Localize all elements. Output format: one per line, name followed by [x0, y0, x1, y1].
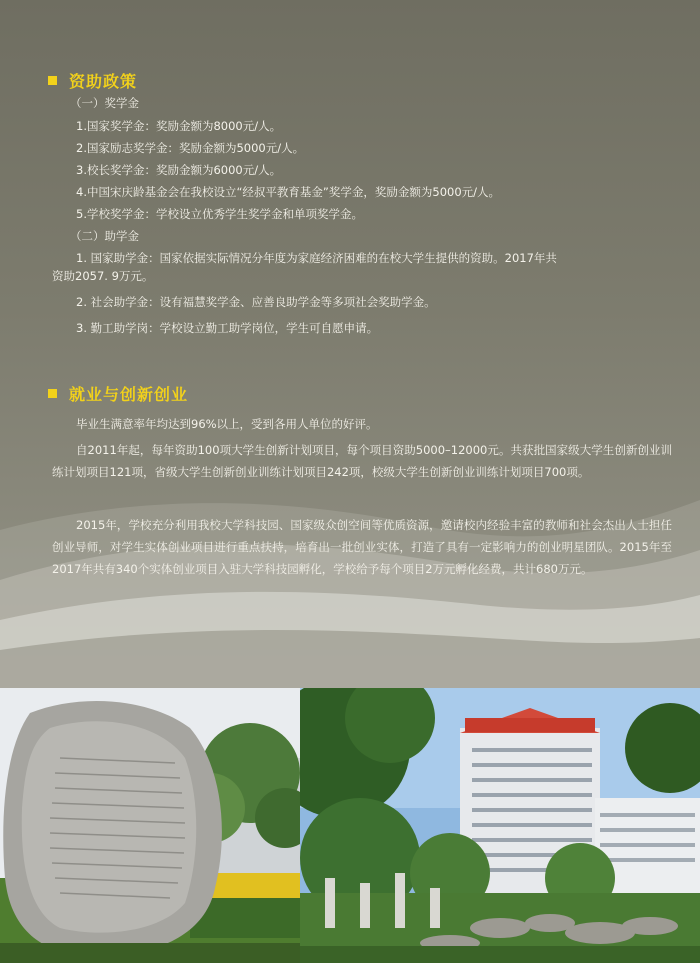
- engraved-stone-image: [0, 688, 300, 963]
- employment-para-2: 自2011年起，每年资助100项大学生创新计划项目，每个项目资助5000–12000元。共获批国家级大学生创新创业训练计划项目121项，省级大学生创新创业训练计划项目242项，校级大学生创新创业训练计划项目700项。: [52, 443, 672, 479]
- scholarship-item-1: 1.国家奖学金：奖励金额为8000元/人。: [76, 119, 282, 133]
- section-title-employment-text: 就业与创新创业: [69, 385, 189, 404]
- square-bullet-icon: [48, 389, 57, 398]
- scholarship-item-4: 4.中国宋庆龄基金会在我校设立“经叔平教育基金”奖学金，奖励金额为5000元/人。: [76, 185, 501, 199]
- grant-item-3: 3. 勤工助学岗：学校设立勤工助学岗位，学生可自愿申请。: [76, 321, 379, 335]
- section-title-funding: [48, 69, 137, 92]
- photo-campus-building: [300, 688, 700, 963]
- photo-strip: [0, 688, 700, 963]
- grant-item-2: 2. 社会助学金：设有福慧奖学金、应善良助学金等多项社会奖助学金。: [76, 295, 436, 309]
- campus-building-image: [300, 688, 700, 963]
- square-bullet-icon: [48, 76, 57, 85]
- subheading-scholarship: （一）奖学金: [70, 96, 139, 110]
- scholarship-item-3: 3.校长奖学金：奖励金额为6000元/人。: [76, 163, 282, 177]
- grant-item-1: 1. 国家助学金：国家依据实际情况分年度为家庭经济困难的在校大学生提供的资助。2017年共: [76, 251, 557, 265]
- scholarship-item-2: 2.国家励志奖学金：奖励金额为5000元/人。: [76, 141, 305, 155]
- photo-engraved-stone: [0, 688, 300, 963]
- section-title-employment: [48, 382, 188, 405]
- section-title-funding-text: 资助政策: [69, 72, 138, 91]
- grant-item-1-cont: 资助2057. 9万元。: [52, 269, 154, 283]
- scholarship-item-5: 5.学校奖学金：学校设立优秀学生奖学金和单项奖学金。: [76, 207, 363, 221]
- subheading-grant: （二）助学金: [70, 229, 139, 243]
- employment-para-1: 毕业生满意率年均达到96%以上，受到各用人单位的好评。: [76, 417, 378, 431]
- employment-para-3: 2015年，学校充分利用我校大学科技园、国家级众创空间等优质资源，邀请校内经验丰富的教师和社会杰出人士担任创业导师，对学生实体创业项目进行重点扶持，培育出一批创业实体，打造了具有一定影响力的创业明星团队。2015年至2017年共有340个实体创业项目入驻大学科技园孵化，学校给予每个项目2万元孵化经费，共计680万元。: [52, 518, 672, 576]
